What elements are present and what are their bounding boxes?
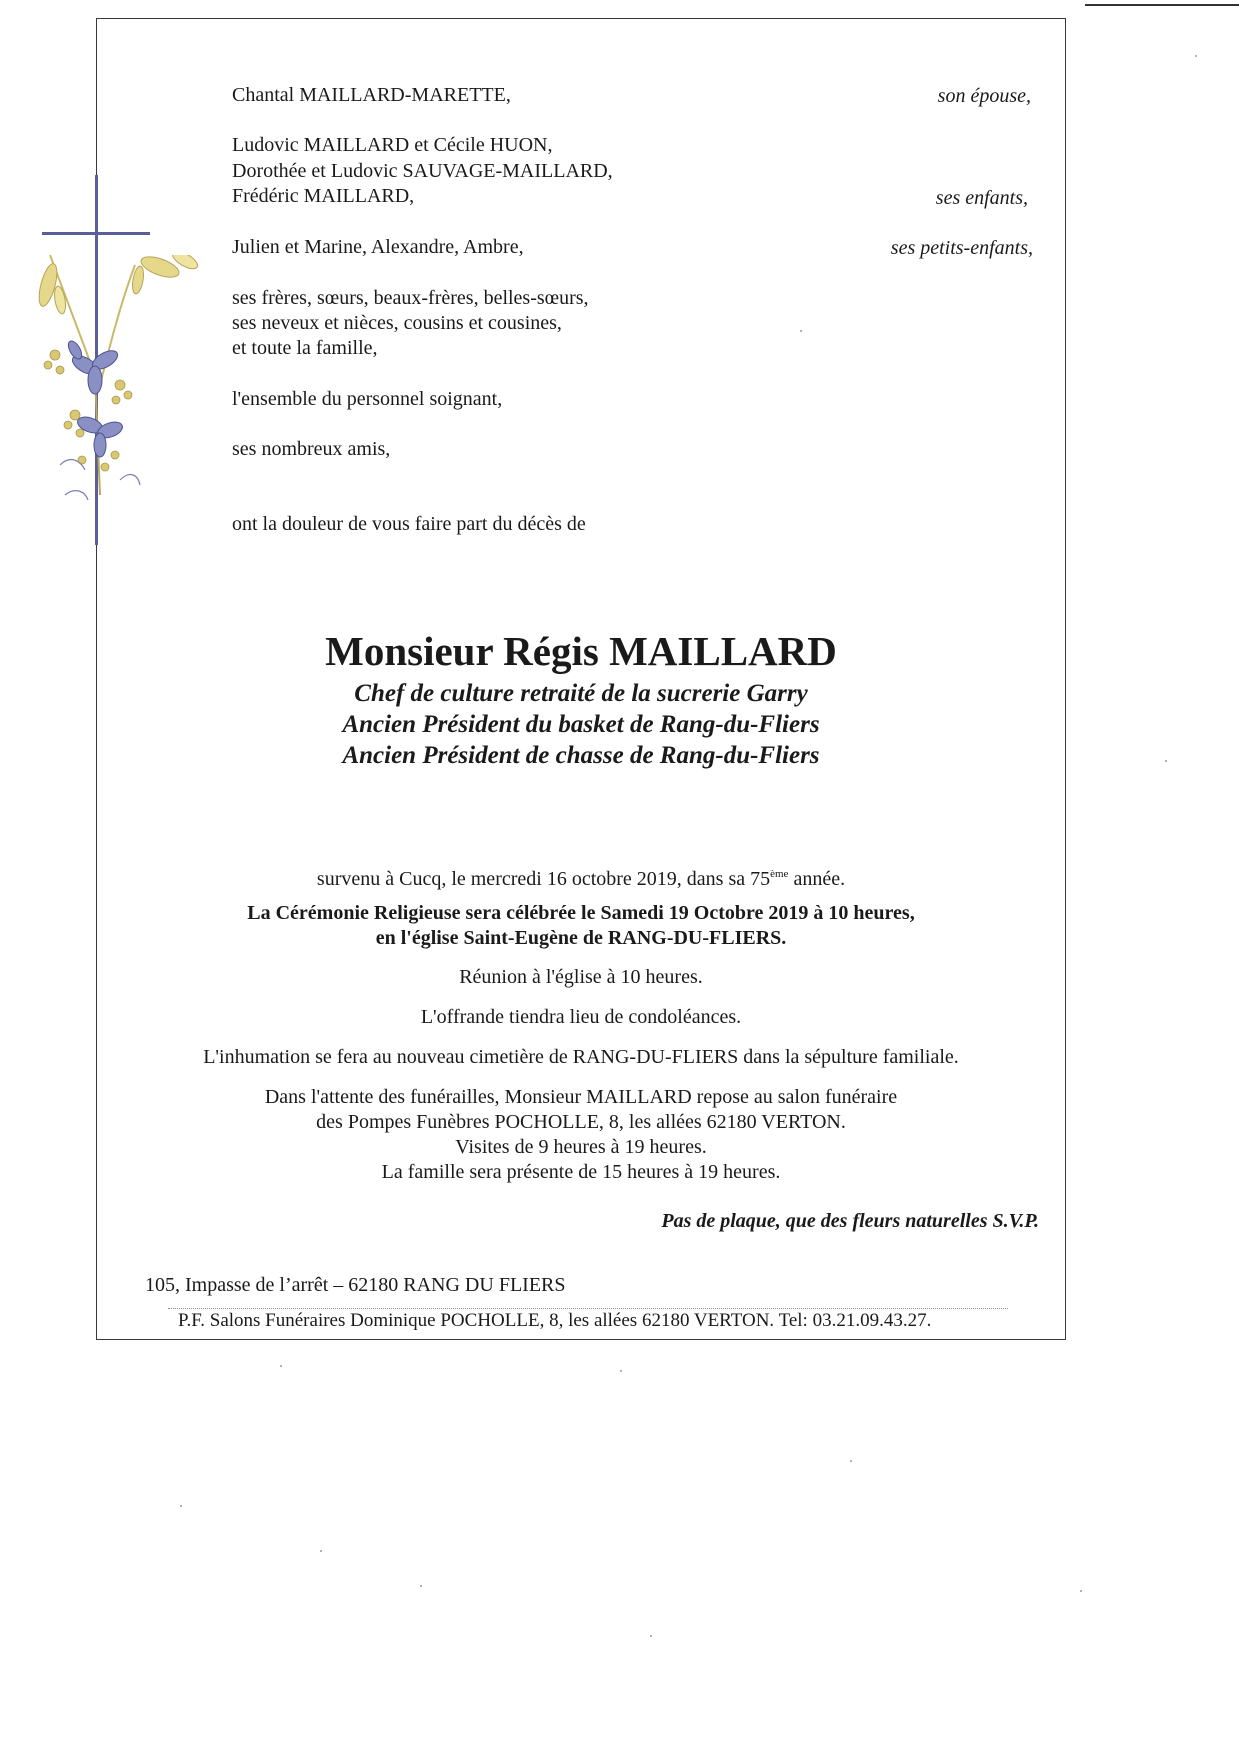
death-suffix: année. <box>788 868 846 890</box>
rest-line-1: Dans l'attente des funérailles, Monsieur MAILLARD repose au salon funéraire <box>264 1086 898 1108</box>
grandchildren-role: ses petits-enfants, <box>890 237 1033 259</box>
flowers-note: Pas de plaque, que des fleurs naturelles S.V.P. <box>661 1210 1039 1232</box>
scan-edge-line <box>1085 4 1239 6</box>
relatives-3: et toute la famille, <box>232 337 378 359</box>
announcement-line: ont la douleur de vous faire part du décès de <box>232 513 586 535</box>
ceremony-line-1: La Cérémonie Religieuse sera célébrée le Samedi 19 Octobre 2019 à 10 heures, <box>247 902 915 924</box>
family-presence-line: La famille sera présente de 15 heures à 19 heures. <box>381 1161 781 1183</box>
deceased-title-3: Ancien Président de chasse de Rang-du-Fliers <box>342 742 820 769</box>
death-line <box>96 862 1066 892</box>
spouse-name: Chantal MAILLARD-MARETTE, <box>232 84 511 106</box>
relatives-2: ses neveux et nièces, cousins et cousines, <box>232 312 562 334</box>
child-1: Ludovic MAILLARD et Cécile HUON, <box>232 134 553 156</box>
relatives-1: ses frères, sœurs, beaux-frères, belles-sœurs, <box>232 287 589 309</box>
home-address: 105, Impasse de l’arrêt – 62180 RANG DU FLIERS <box>145 1274 566 1296</box>
flower-bouquet-icon <box>20 255 210 515</box>
death-prefix: survenu à Cucq, le mercredi 16 octobre 2019, dans sa 75 <box>316 868 771 890</box>
cross-bar <box>42 232 150 235</box>
child-3: Frédéric MAILLARD, <box>232 185 415 207</box>
friends-line: ses nombreux amis, <box>232 438 391 460</box>
ceremony-line-2: en l'église Saint-Eugène de RANG-DU-FLIERS. <box>375 927 787 949</box>
offering-line: L'offrande tiendra lieu de condoléances. <box>420 1006 742 1028</box>
funeral-home-line: P.F. Salons Funéraires Dominique POCHOLLE, 8, les allées 62180 VERTON. Tel: 03.21.09.43.27. <box>178 1310 932 1331</box>
spouse-role: son épouse, <box>937 85 1031 107</box>
death-sup: ème <box>770 868 789 880</box>
meeting-line: Réunion à l'église à 10 heures. <box>459 966 703 988</box>
staff-line: l'ensemble du personnel soignant, <box>232 388 503 410</box>
visits-line: Visites de 9 heures à 19 heures. <box>455 1136 707 1158</box>
deceased-name: Monsieur Régis MAILLARD <box>325 628 837 674</box>
children-role: ses enfants, <box>935 187 1028 209</box>
deceased-title-1: Chef de culture retraité de la sucrerie Garry <box>354 680 808 707</box>
deceased-title-2: Ancien Président du basket de Rang-du-Fliers <box>342 711 820 738</box>
burial-line: L'inhumation se fera au nouveau cimetière de RANG-DU-FLIERS dans la sépulture familiale. <box>203 1046 959 1068</box>
grandchildren: Julien et Marine, Alexandre, Ambre, <box>232 236 524 258</box>
child-2: Dorothée et Ludovic SAUVAGE-MAILLARD, <box>232 160 613 182</box>
rest-line-2: des Pompes Funèbres POCHOLLE, 8, les allées 62180 VERTON. <box>316 1111 846 1133</box>
